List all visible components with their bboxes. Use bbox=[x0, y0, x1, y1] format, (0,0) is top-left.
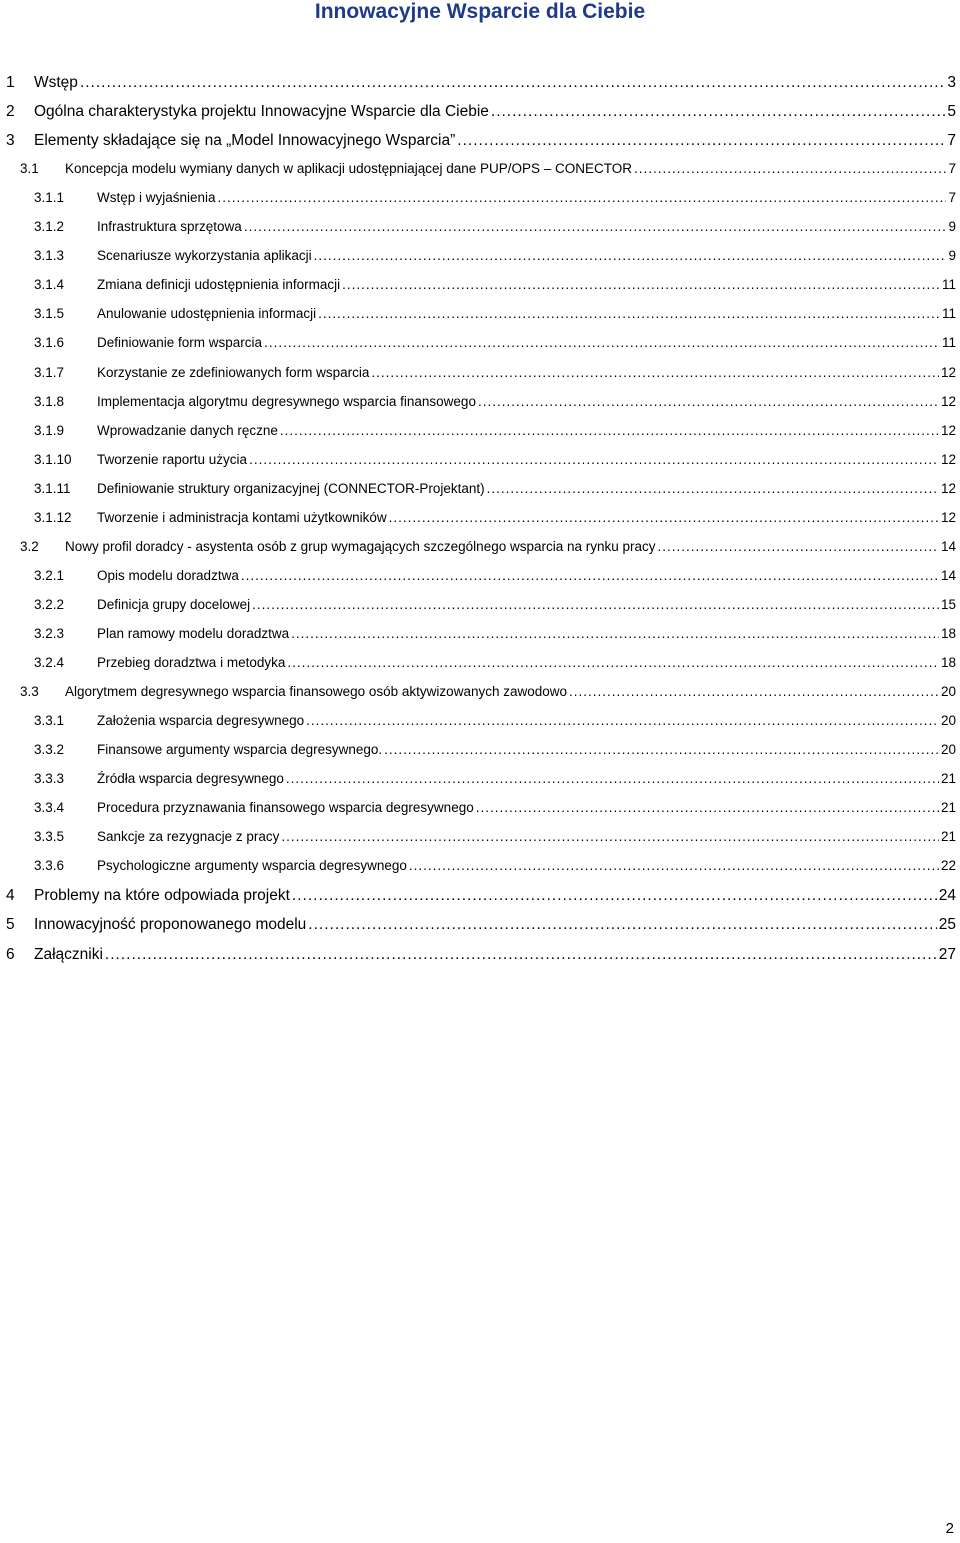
toc-entry-number: 3.1.8 bbox=[34, 393, 65, 409]
toc-entry-number: 3.3.6 bbox=[34, 858, 65, 874]
toc-entry-label: Tworzenie raportu użycia bbox=[97, 451, 248, 467]
toc-entry-number: 2 bbox=[6, 103, 15, 121]
toc-entry[interactable] bbox=[0, 916, 960, 938]
toc-entry-number: 3 bbox=[6, 132, 15, 150]
toc-entry-label: Tworzenie i administracja kontami użytkowników bbox=[97, 509, 387, 525]
toc-entry-number: 3.3.3 bbox=[34, 771, 65, 787]
toc-entry[interactable] bbox=[0, 365, 960, 387]
toc-dot-leader bbox=[252, 597, 939, 612]
toc-entry-label: Procedura przyznawania finansowego wsparcia degresywnego bbox=[97, 800, 474, 816]
toc-entry-number: 3.1.12 bbox=[34, 509, 72, 525]
toc-entry-page: 12 bbox=[940, 480, 956, 496]
toc-entry-label: Ogólna charakterystyka projektu Innowacyjne Wsparcie dla Ciebie bbox=[34, 103, 489, 121]
toc-entry-label: Problemy na które odpowiada projekt bbox=[34, 887, 290, 905]
toc-entry-number: 3.1.9 bbox=[34, 422, 65, 438]
toc-entry-page: 7 bbox=[948, 190, 956, 206]
toc-dot-leader bbox=[244, 219, 947, 234]
toc-entry-page: 12 bbox=[940, 509, 956, 525]
toc-dot-leader bbox=[569, 684, 939, 699]
toc-dot-leader bbox=[634, 161, 946, 176]
toc-entry-label: Definiowanie form wsparcia bbox=[97, 335, 263, 351]
toc-dot-leader bbox=[218, 190, 947, 205]
toc-entry-number: 3.3.1 bbox=[34, 713, 65, 729]
toc-entry[interactable] bbox=[0, 103, 960, 125]
toc-entry-page: 15 bbox=[940, 596, 956, 612]
toc-entry-label: Anulowanie udostępnienia informacji bbox=[97, 306, 317, 322]
toc-entry-label: Definicja grupy docelowej bbox=[97, 596, 251, 612]
toc-entry-page: 14 bbox=[940, 538, 956, 554]
toc-dot-leader bbox=[342, 277, 940, 292]
toc-entry-number: 3.1.3 bbox=[34, 248, 65, 264]
toc-entry-page: 22 bbox=[940, 858, 956, 874]
toc-entry[interactable] bbox=[0, 568, 960, 590]
toc-entry[interactable] bbox=[0, 800, 960, 822]
toc-entry-number: 3.1.1 bbox=[34, 190, 65, 206]
toc-entry-page: 14 bbox=[940, 567, 956, 583]
toc-dot-leader bbox=[291, 626, 939, 641]
toc-entry-label: Założenia wsparcia degresywnego bbox=[97, 713, 305, 729]
toc-dot-leader bbox=[308, 916, 936, 934]
toc-entry-page: 25 bbox=[938, 916, 956, 934]
toc-dot-leader bbox=[281, 829, 939, 844]
toc-dot-leader bbox=[409, 858, 939, 873]
toc-entry-page: 5 bbox=[947, 103, 956, 121]
toc-entry-page: 12 bbox=[940, 422, 956, 438]
toc-dot-leader bbox=[478, 394, 939, 409]
toc-entry-page: 7 bbox=[948, 161, 956, 177]
toc-entry-label: Wstęp bbox=[34, 74, 78, 91]
toc-entry[interactable] bbox=[0, 481, 960, 503]
toc-entry-page: 18 bbox=[940, 625, 956, 641]
toc-entry-number: 3.2.1 bbox=[34, 567, 65, 583]
toc-entry[interactable] bbox=[0, 394, 960, 416]
toc-entry[interactable] bbox=[0, 510, 960, 532]
toc-entry[interactable] bbox=[0, 161, 960, 183]
toc-entry-number: 3.1.6 bbox=[34, 335, 65, 351]
toc-dot-leader bbox=[287, 655, 939, 670]
toc-entry[interactable] bbox=[0, 74, 960, 96]
toc-entry-number: 3.1 bbox=[20, 161, 39, 177]
toc-entry[interactable] bbox=[0, 946, 960, 968]
toc-dot-leader bbox=[318, 306, 940, 321]
toc-entry-page: 18 bbox=[940, 655, 956, 670]
toc-entry-page: 11 bbox=[941, 335, 956, 351]
toc-entry[interactable] bbox=[0, 132, 960, 154]
toc-entry-label: Scenariusze wykorzystania aplikacji bbox=[97, 248, 312, 264]
toc-entry-number: 3.3.4 bbox=[34, 800, 65, 816]
toc-entry-number: 3.1.2 bbox=[34, 219, 65, 235]
toc-dot-leader bbox=[280, 423, 939, 438]
toc-entry-page: 9 bbox=[948, 248, 956, 264]
toc-entry-number: 1 bbox=[6, 74, 15, 91]
toc-entry[interactable] bbox=[0, 655, 960, 677]
toc-entry-page: 20 bbox=[940, 684, 956, 700]
toc-entry-label: Innowacyjność proponowanego modelu bbox=[34, 916, 307, 934]
toc-entry[interactable] bbox=[0, 626, 960, 648]
toc-entry-page: 20 bbox=[940, 742, 956, 758]
toc-entry-number: 3.3.5 bbox=[34, 829, 65, 845]
toc-entry-label: Nowy profil doradcy - asystenta osób z grup wymagających szczególnego wsparcia na rynku pracy bbox=[65, 538, 656, 554]
toc-entry[interactable] bbox=[0, 597, 960, 619]
toc-entry[interactable] bbox=[0, 742, 960, 764]
toc-entry[interactable] bbox=[0, 423, 960, 445]
toc-entry-page: 21 bbox=[940, 829, 956, 845]
toc-entry-number: 3.3 bbox=[20, 684, 39, 700]
toc-entry[interactable] bbox=[0, 306, 960, 328]
toc-entry-label: Psychologiczne argumenty wsparcia degresywnego bbox=[97, 858, 407, 874]
toc-entry-label: Zmiana definicji udostępnienia informacji bbox=[97, 277, 341, 293]
toc-dot-leader bbox=[491, 103, 945, 121]
toc-entry-number: 3.2.4 bbox=[34, 655, 65, 670]
toc-dot-leader bbox=[241, 568, 939, 583]
toc-entry[interactable] bbox=[0, 713, 960, 735]
toc-dot-leader bbox=[384, 742, 939, 757]
toc-entry-page: 12 bbox=[940, 364, 956, 380]
toc-entry-label: Przebieg doradztwa i metodyka bbox=[97, 655, 286, 670]
toc-entry-number: 3.3.2 bbox=[34, 742, 65, 758]
toc-entry-label: Finansowe argumenty wsparcia degresywnego. bbox=[97, 742, 383, 758]
toc-entry[interactable] bbox=[0, 887, 960, 909]
toc-entry-number: 3.1.11 bbox=[34, 480, 71, 496]
toc-entry-page: 21 bbox=[940, 771, 956, 787]
toc-entry[interactable] bbox=[0, 684, 960, 706]
toc-entry[interactable] bbox=[0, 248, 960, 270]
toc-entry[interactable] bbox=[0, 219, 960, 241]
toc-dot-leader bbox=[80, 74, 945, 92]
toc-dot-leader bbox=[249, 452, 939, 467]
toc-entry-label: Implementacja algorytmu degresywnego wsparcia finansowego bbox=[97, 393, 476, 409]
toc-entry-page: 7 bbox=[947, 132, 956, 150]
toc-entry-number: 3.1.5 bbox=[34, 306, 65, 322]
toc-entry-page: 9 bbox=[948, 219, 956, 235]
toc-entry-label: Załączniki bbox=[34, 945, 103, 963]
toc-entry-page: 12 bbox=[940, 393, 956, 409]
toc-entry-number: 3.1.4 bbox=[34, 277, 65, 293]
toc-dot-leader bbox=[476, 800, 939, 815]
toc-entry-number: 6 bbox=[6, 945, 15, 963]
toc-entry-page: 27 bbox=[938, 945, 956, 963]
toc-entry-page: 12 bbox=[940, 451, 956, 467]
toc-entry-label: Sankcje za rezygnacje z pracy bbox=[97, 829, 280, 845]
toc-entry[interactable] bbox=[0, 190, 960, 212]
page-number: 2 bbox=[945, 1520, 954, 1537]
toc-dot-leader bbox=[487, 481, 939, 496]
toc-entry[interactable] bbox=[0, 771, 960, 793]
toc-entry-label: Elementy składające się na „Model Innowacyjnego Wsparcia” bbox=[34, 132, 456, 150]
toc-entry-number: 3.1.7 bbox=[34, 364, 65, 380]
toc-dot-leader bbox=[286, 771, 939, 786]
toc-entry[interactable] bbox=[0, 277, 960, 299]
toc-entry-page: 21 bbox=[940, 800, 956, 816]
toc-dot-leader bbox=[306, 713, 939, 728]
toc-entry-label: Algorytmem degresywnego wsparcia finansowego osób aktywizowanych zawodowo bbox=[65, 684, 568, 700]
toc-entry-number: 4 bbox=[6, 887, 15, 905]
toc-entry-number: 3.2.3 bbox=[34, 625, 65, 641]
toc-entry-page: 24 bbox=[938, 887, 956, 905]
toc-entry[interactable] bbox=[0, 829, 960, 851]
toc-entry-label: Wprowadzanie danych ręczne bbox=[97, 422, 278, 438]
toc-entry[interactable] bbox=[0, 335, 960, 357]
toc-entry-label: Plan ramowy modelu doradztwa bbox=[97, 625, 290, 641]
toc-entry-page: 11 bbox=[941, 277, 956, 293]
toc-dot-leader bbox=[658, 539, 939, 554]
toc-entry-label: Wstęp i wyjaśnienia bbox=[97, 190, 216, 206]
document-title: Innowacyjne Wsparcie dla Ciebie bbox=[314, 0, 646, 23]
toc-entry-page: 20 bbox=[940, 713, 956, 729]
toc-dot-leader bbox=[105, 946, 937, 964]
toc-entry-number: 3.1.10 bbox=[34, 451, 72, 467]
toc-entry-number: 5 bbox=[6, 916, 15, 934]
toc-dot-leader bbox=[314, 248, 947, 263]
toc-entry[interactable] bbox=[0, 539, 960, 561]
toc-entry-page: 11 bbox=[941, 306, 956, 322]
toc-entry-label: Definiowanie struktury organizacyjnej (CONNECTOR-Projektant) bbox=[97, 480, 485, 496]
toc-entry[interactable] bbox=[0, 452, 960, 474]
toc-entry-label: Źródła wsparcia degresywnego bbox=[97, 771, 284, 787]
toc-entry-number: 3.2 bbox=[20, 538, 39, 554]
toc-entry-label: Opis modelu doradztwa bbox=[97, 567, 239, 583]
toc-entry-label: Infrastruktura sprzętowa bbox=[97, 219, 242, 235]
toc-entry-label: Koncepcja modelu wymiany danych w aplikacji udostępniającej dane PUP/OPS – CONECTOR bbox=[65, 161, 633, 177]
toc-dot-leader bbox=[292, 887, 937, 905]
toc-dot-leader bbox=[389, 510, 939, 525]
toc-dot-leader bbox=[264, 335, 940, 350]
toc-dot-leader bbox=[371, 365, 939, 380]
toc-entry-page: 3 bbox=[947, 74, 956, 91]
toc-entry-number: 3.2.2 bbox=[34, 596, 65, 612]
toc-entry-label: Korzystanie ze zdefiniowanych form wsparcia bbox=[97, 364, 370, 380]
toc-entry[interactable] bbox=[0, 858, 960, 880]
toc-dot-leader bbox=[457, 132, 945, 150]
